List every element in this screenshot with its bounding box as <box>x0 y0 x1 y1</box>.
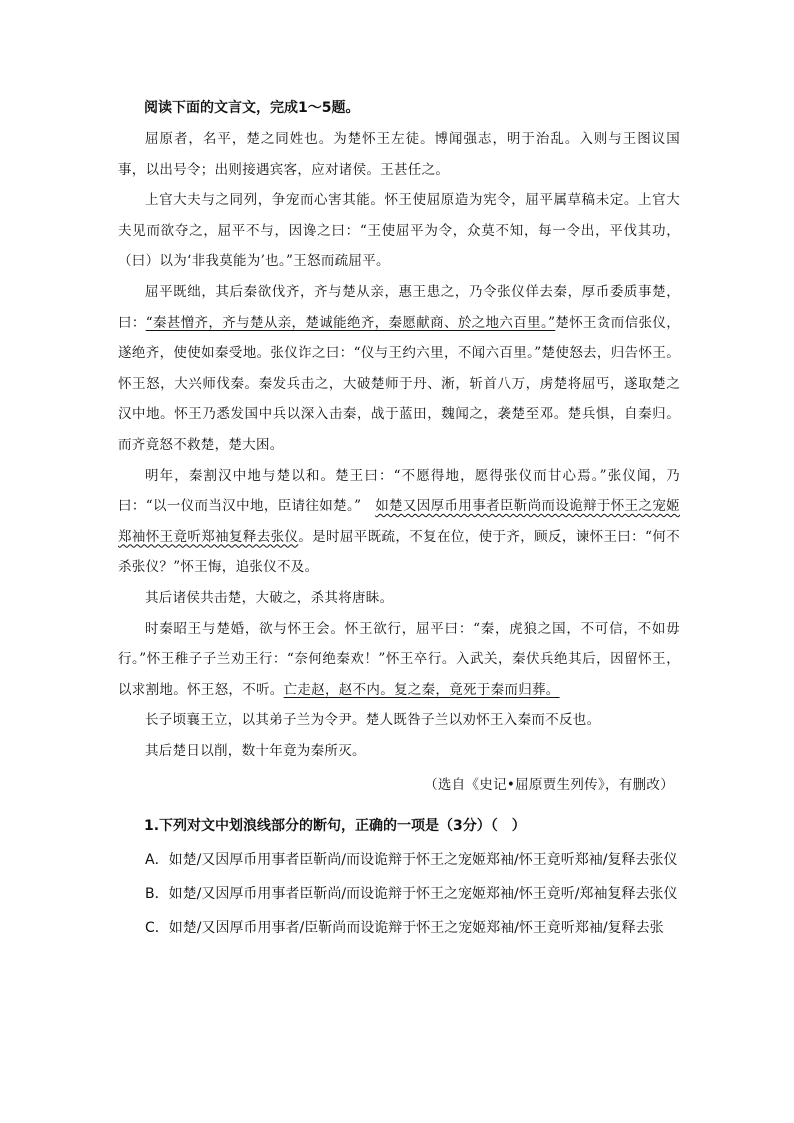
passage-source: （选自《史记•屈原贾生列传》，有删改） <box>424 777 674 794</box>
passage-text: 明年，秦割汉中地与楚以和。楚王曰：“不愿得地，愿得张仪而甘心焉。”张仪闻，乃曰：“以一仪而当汉中地，臣请往如楚。” <box>118 467 680 515</box>
passage-paragraph-1: 屈原者，名平，楚之同姓也。为楚怀王左徒。博闻强志，明于治乱。入则与王图议国事，以出号令；出则接遇宾客，应对诸侯。王甚任之。 <box>118 131 680 178</box>
passage-paragraph-4 <box>118 461 680 583</box>
wavy-underlined-sentence: 如楚又因厚币用事者臣靳尚而设诡辩于怀王之宠姬郑袖怀王竟听郑袖复释去张仪 <box>118 498 680 545</box>
reading-heading: 阅读下面的文言文，完成1～5题。 <box>144 100 360 116</box>
underlined-sentence: 亡走赵，赵不内。复之秦，竟死于秦而归葬。 <box>283 681 560 698</box>
passage-paragraph-8: 其后楚日以削，数十年竟为秦所灭。 <box>145 742 366 759</box>
passage-paragraph-6 <box>118 614 680 706</box>
option-b: B．如楚/又因厚币用事者臣靳尚/而设诡辩于怀王之宠姬郑袖/怀王竟听/郑袖复释去张仪 <box>145 886 678 903</box>
passage-paragraph-3 <box>118 277 680 461</box>
passage-paragraph-7: 长子顷襄王立，以其弟子兰为令尹。楚人既咎子兰以劝怀王入秦而不反也。 <box>145 712 601 729</box>
passage-text: 屈平既绌，其后秦欲伐齐，齐与楚从亲，惠王患之，乃令张仪佯去秦，厚币委质事楚，曰： <box>118 283 680 331</box>
document-content <box>118 96 680 945</box>
option-c: C．如楚/又因厚币用事者/臣靳尚而设诡辩于怀王之宠姬郑袖/怀王竟听郑袖/复释去张 <box>145 920 664 937</box>
classical-passage <box>118 124 680 801</box>
passage-text: 时秦昭王与楚婚，欲与怀王会。怀王欲行，屈平曰：“秦，虎狼之国，不可信，不如毋行。”怀王稚子子兰劝王行：“奈何绝秦欢！”怀王卒行。入武关，秦伏兵绝其后，因留怀王，以求割地。怀王怒，不听。 <box>118 620 680 698</box>
passage-text: 。是时屈平既疏，不复在位，使于齐，顾反，谏怀王曰：“何不杀张仪？”怀王悔，追张仪不及。 <box>118 528 680 576</box>
passage-paragraph-5: 其后诸侯共击楚，大破之，杀其将唐眛。 <box>145 589 394 606</box>
passage-text: 楚怀王贪而信张仪，遂绝齐，使使如秦受地。张仪诈之曰：“仪与王约六里，不闻六百里。”楚使怒去，归告怀王。怀王怒，大兴师伐秦。秦发兵击之，大破楚师于丹、淅，斩首八万，虏楚将屈丐，遂取楚之汉中地。怀王乃悉发国中兵以深入击秦，战于蓝田，魏闻之，袭楚至邓。楚兵惧，自秦归。而齐竟怒不救楚，楚大困。 <box>118 314 680 453</box>
question-1-stem: 1.下列对文中划浪线部分的断句，正确的一项是（3分）（ ） <box>144 818 526 835</box>
question-1-options <box>118 843 680 945</box>
underlined-sentence: “秦甚憎齐，齐与楚从亲，楚诚能绝齐，秦愿献商、於之地六百里。” <box>145 314 556 331</box>
passage-paragraph-2: 上官大夫与之同列，争宠而心害其能。怀王使屈原造为宪令，屈平属草稿未定。上官大夫见而欲夺之，屈平不与，因谗之曰：“王使屈平为令，众莫不知，每一令出，平伐其功，（曰）以为‘非我莫能为’也。”王怒而疏屈平。 <box>118 192 680 270</box>
option-a: A．如楚/又因厚币用事者臣靳尚/而设诡辩于怀王之宠姬郑袖/怀王竟听郑袖/复释去张仪 <box>145 852 678 869</box>
